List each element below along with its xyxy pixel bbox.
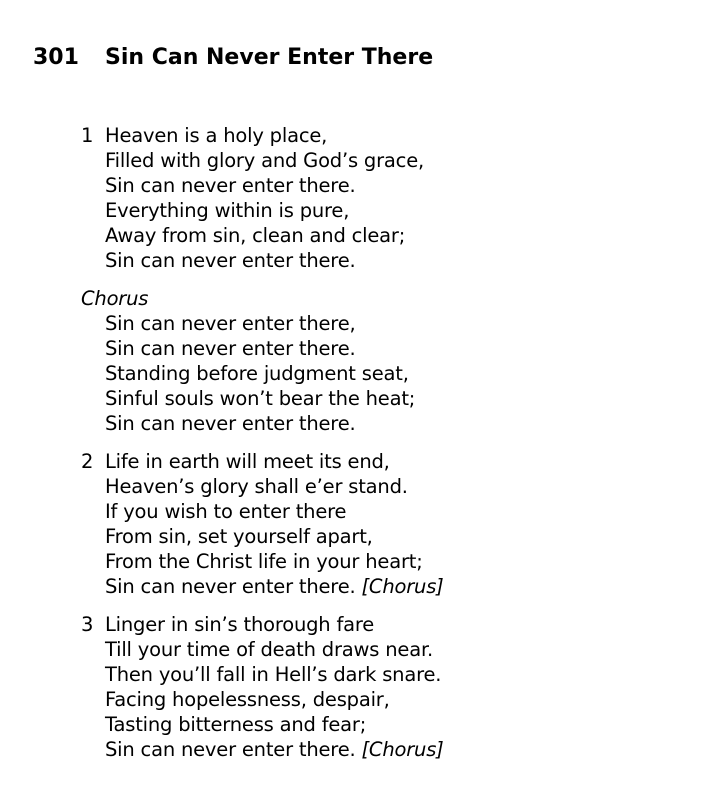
hymn-title: Sin Can Never Enter There — [105, 45, 434, 70]
verse-line-text: Heaven is a holy place, — [105, 124, 328, 147]
verse-line-text: Sin can never enter there. — [105, 738, 356, 761]
verse-3 — [81, 612, 444, 762]
lyrics — [81, 123, 444, 775]
verse-line-text: Linger in sin’s thorough fare — [105, 613, 375, 636]
verse-line-text: Life in earth will meet its end, — [105, 450, 390, 473]
verse-line — [81, 524, 444, 549]
chorus-line-text: Sinful souls won’t bear the heat; — [105, 387, 416, 410]
verse-line — [81, 662, 444, 687]
verse-line — [81, 173, 444, 198]
verse-line-text: Then you’ll fall in Hell’s dark snare. — [105, 663, 442, 686]
verse-line — [81, 248, 444, 273]
verse-line — [81, 737, 444, 762]
verse-line-text: Everything within is pure, — [105, 199, 350, 222]
verse-number: 2 — [81, 450, 94, 473]
verse-line-text: Facing hopelessness, despair, — [105, 688, 390, 711]
verse-number: 1 — [81, 124, 94, 147]
verse-2 — [81, 449, 444, 599]
verse-line-text: Filled with glory and God’s grace, — [105, 149, 424, 172]
verse-line — [81, 123, 444, 148]
verse-line — [81, 499, 444, 524]
verse-line-text: Heaven’s glory shall e’er stand. — [105, 475, 408, 498]
verse-line-text: From the Christ life in your heart; — [105, 550, 423, 573]
chorus — [81, 286, 444, 436]
chorus-reference: [Chorus] — [361, 575, 444, 598]
chorus-line-text: Sin can never enter there, — [105, 312, 356, 335]
verse-line-text: If you wish to enter there — [105, 500, 347, 523]
hymn-number: 301 — [33, 45, 79, 70]
chorus-label: Chorus — [81, 287, 149, 310]
chorus-line — [81, 361, 444, 386]
chorus-reference: [Chorus] — [361, 738, 444, 761]
verse-line — [81, 449, 444, 474]
verse-line-text: From sin, set yourself apart, — [105, 525, 373, 548]
verse-line-text: Till your time of death draws near. — [105, 638, 433, 661]
verse-line — [81, 549, 444, 574]
verse-line — [81, 637, 444, 662]
chorus-line — [81, 411, 444, 436]
hymn-title-row — [33, 43, 433, 73]
chorus-line — [81, 386, 444, 411]
verse-line — [81, 474, 444, 499]
verse-line — [81, 687, 444, 712]
verse-number: 3 — [81, 613, 94, 636]
verse-line — [81, 712, 444, 737]
chorus-line-text: Sin can never enter there. — [105, 412, 356, 435]
verse-line-text: Away from sin, clean and clear; — [105, 224, 406, 247]
chorus-line — [81, 311, 444, 336]
verse-line-text: Sin can never enter there. — [105, 174, 356, 197]
verse-line-text: Tasting bitterness and fear; — [105, 713, 367, 736]
chorus-line-text: Standing before judgment seat, — [105, 362, 409, 385]
verse-line-text: Sin can never enter there. — [105, 249, 356, 272]
verse-line — [81, 574, 444, 599]
verse-line — [81, 148, 444, 173]
chorus-line — [81, 336, 444, 361]
verse-line — [81, 612, 444, 637]
verse-line — [81, 223, 444, 248]
verse-line — [81, 198, 444, 223]
chorus-line-text: Sin can never enter there. — [105, 337, 356, 360]
verse-line-text: Sin can never enter there. — [105, 575, 356, 598]
verse-1 — [81, 123, 444, 273]
